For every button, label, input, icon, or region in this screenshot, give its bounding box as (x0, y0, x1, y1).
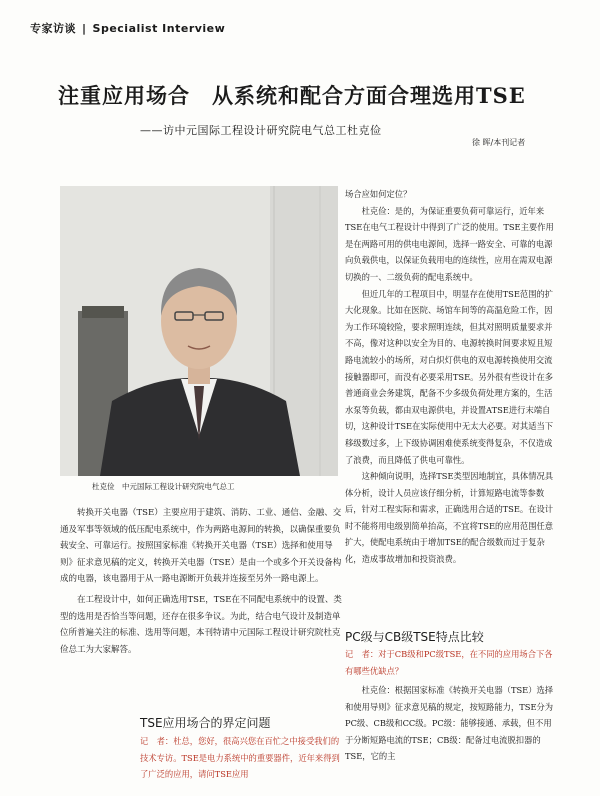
article-subtitle: ——访中元国际工程设计研究院电气总工杜克俭 (140, 124, 382, 137)
question-continuation: 场合应如何定位？ (345, 189, 412, 199)
section-heading-tse-application: TSE应用场合的界定问题 (140, 716, 271, 730)
interviewer-question: 记 者：对于CB级和PC级TSE，在不同的应用场合下各有哪些优缺点？ (345, 649, 553, 676)
intro-paragraph: 在工程设计中，如何正确选用TSE，TSE在不同配电系统中的设置、类型的选用是否恰当等问题，还存在很多争议。为此，结合电气设计及制造单位所普遍关注的标准、选用等问题，本刊特请中元国际工程设计研究院杜克俭总工为大家解答。 (60, 594, 342, 655)
article-title: 注重应用场合 从系统和配合方面合理选用TSE (58, 83, 526, 108)
section-header (30, 20, 225, 36)
section-label-en: Specialist Interview (92, 22, 226, 35)
section-heading-pc-cb-comparison: PC级与CB级TSE特点比较 (345, 630, 484, 644)
answer-paragraph: 但近几年的工程项目中，明显存在使用TSE范围的扩大化现象。比如在医院、场馆车间等的高温危险工作，因为工作环境较险，要求照明连续，但其对照明质量要求并不高，像对这种以安全为目的、电源转换时间要求短且短路电流较小的场所，对白炽灯供电的双电源转换使用交流接触器即可，而没有必要采用TSE。另外很有些设计在多普通商业会务建筑，配备不少多级负荷处理方案的，生活水泵等负载，都由双电源供电，并设置ATSE进行末端自切，这种设计TSE在实际使用中无太大必要。对其适当下移级数过多，上下级协调困难使系统变得复杂，不仅造成了浪费，而且降低了供电可靠性。 (345, 288, 554, 465)
header-separator: | (82, 22, 87, 35)
answer-paragraph: 这种倾向说明，选择TSE类型因地制宜，具体情况具体分析，设计人员应该仔细分析，计算短路电流等参数后，针对工程实际和需求，正确选用合适的TSE。在设计时不能将用电级别简单抬高，不宜将TSE的应用范围任意扩大，使配电系统由于增加TSE的配合级数而过于复杂化，造成事故增加和投资浪费。 (345, 471, 554, 565)
interviewer-question: 记 者：杜总，您好，很高兴您在百忙之中接受我们的技术专访。TSE是电力系统中的重要器件，近年来得到了广泛的应用，请问TSE应用 (140, 736, 340, 780)
photo-caption: 杜克俭 中元国际工程设计研究院电气总工 (92, 482, 235, 491)
intro-paragraph: 转换开关电器（TSE）主要应用于建筑、消防、工业、通信、金融、交通及军事等领域的低压配电系统中，作为两路电源间的转换，以确保重要负载安全、可靠运行。按照国家标准《转换开关电器（TSE）选择和使用导则》征求意见稿的定义，转换开关电器（TSE）是由一个或多个开关设备构成的电器，该电器用于从一路电源断开负载并连接至另外一路电源上。 (60, 508, 342, 585)
interviewee-photo (60, 186, 338, 476)
section-label-cn: 专家访谈 (30, 22, 76, 35)
right-column (345, 186, 555, 568)
intro-text (60, 505, 342, 658)
answer-paragraph: 杜克俭：根据国家标准《转换开关电器（TSE）选择和使用导则》征求意见稿的规定，按短路能力，TSE分为PC级、CB级和CC级。PC级：能够接通、承载，但不用于分断短路电流的TSE；CB级：配备过电流脱扣器的TSE，它的主 (345, 685, 554, 762)
article-byline: 徐 晖/本刊记者 (472, 138, 526, 147)
portrait-illustration (60, 186, 338, 476)
answer-paragraph: 杜克俭：是的，为保证重要负荷可靠运行，近年来TSE在电气工程设计中得到了广泛的使用。TSE主要作用是在两路可用的供电电源间，选择一路安全、可靠的电源向负载供电，以保证负载用电的连续性，应用在需双电源切换的一、二级负荷的配电系统中。 (345, 205, 554, 282)
